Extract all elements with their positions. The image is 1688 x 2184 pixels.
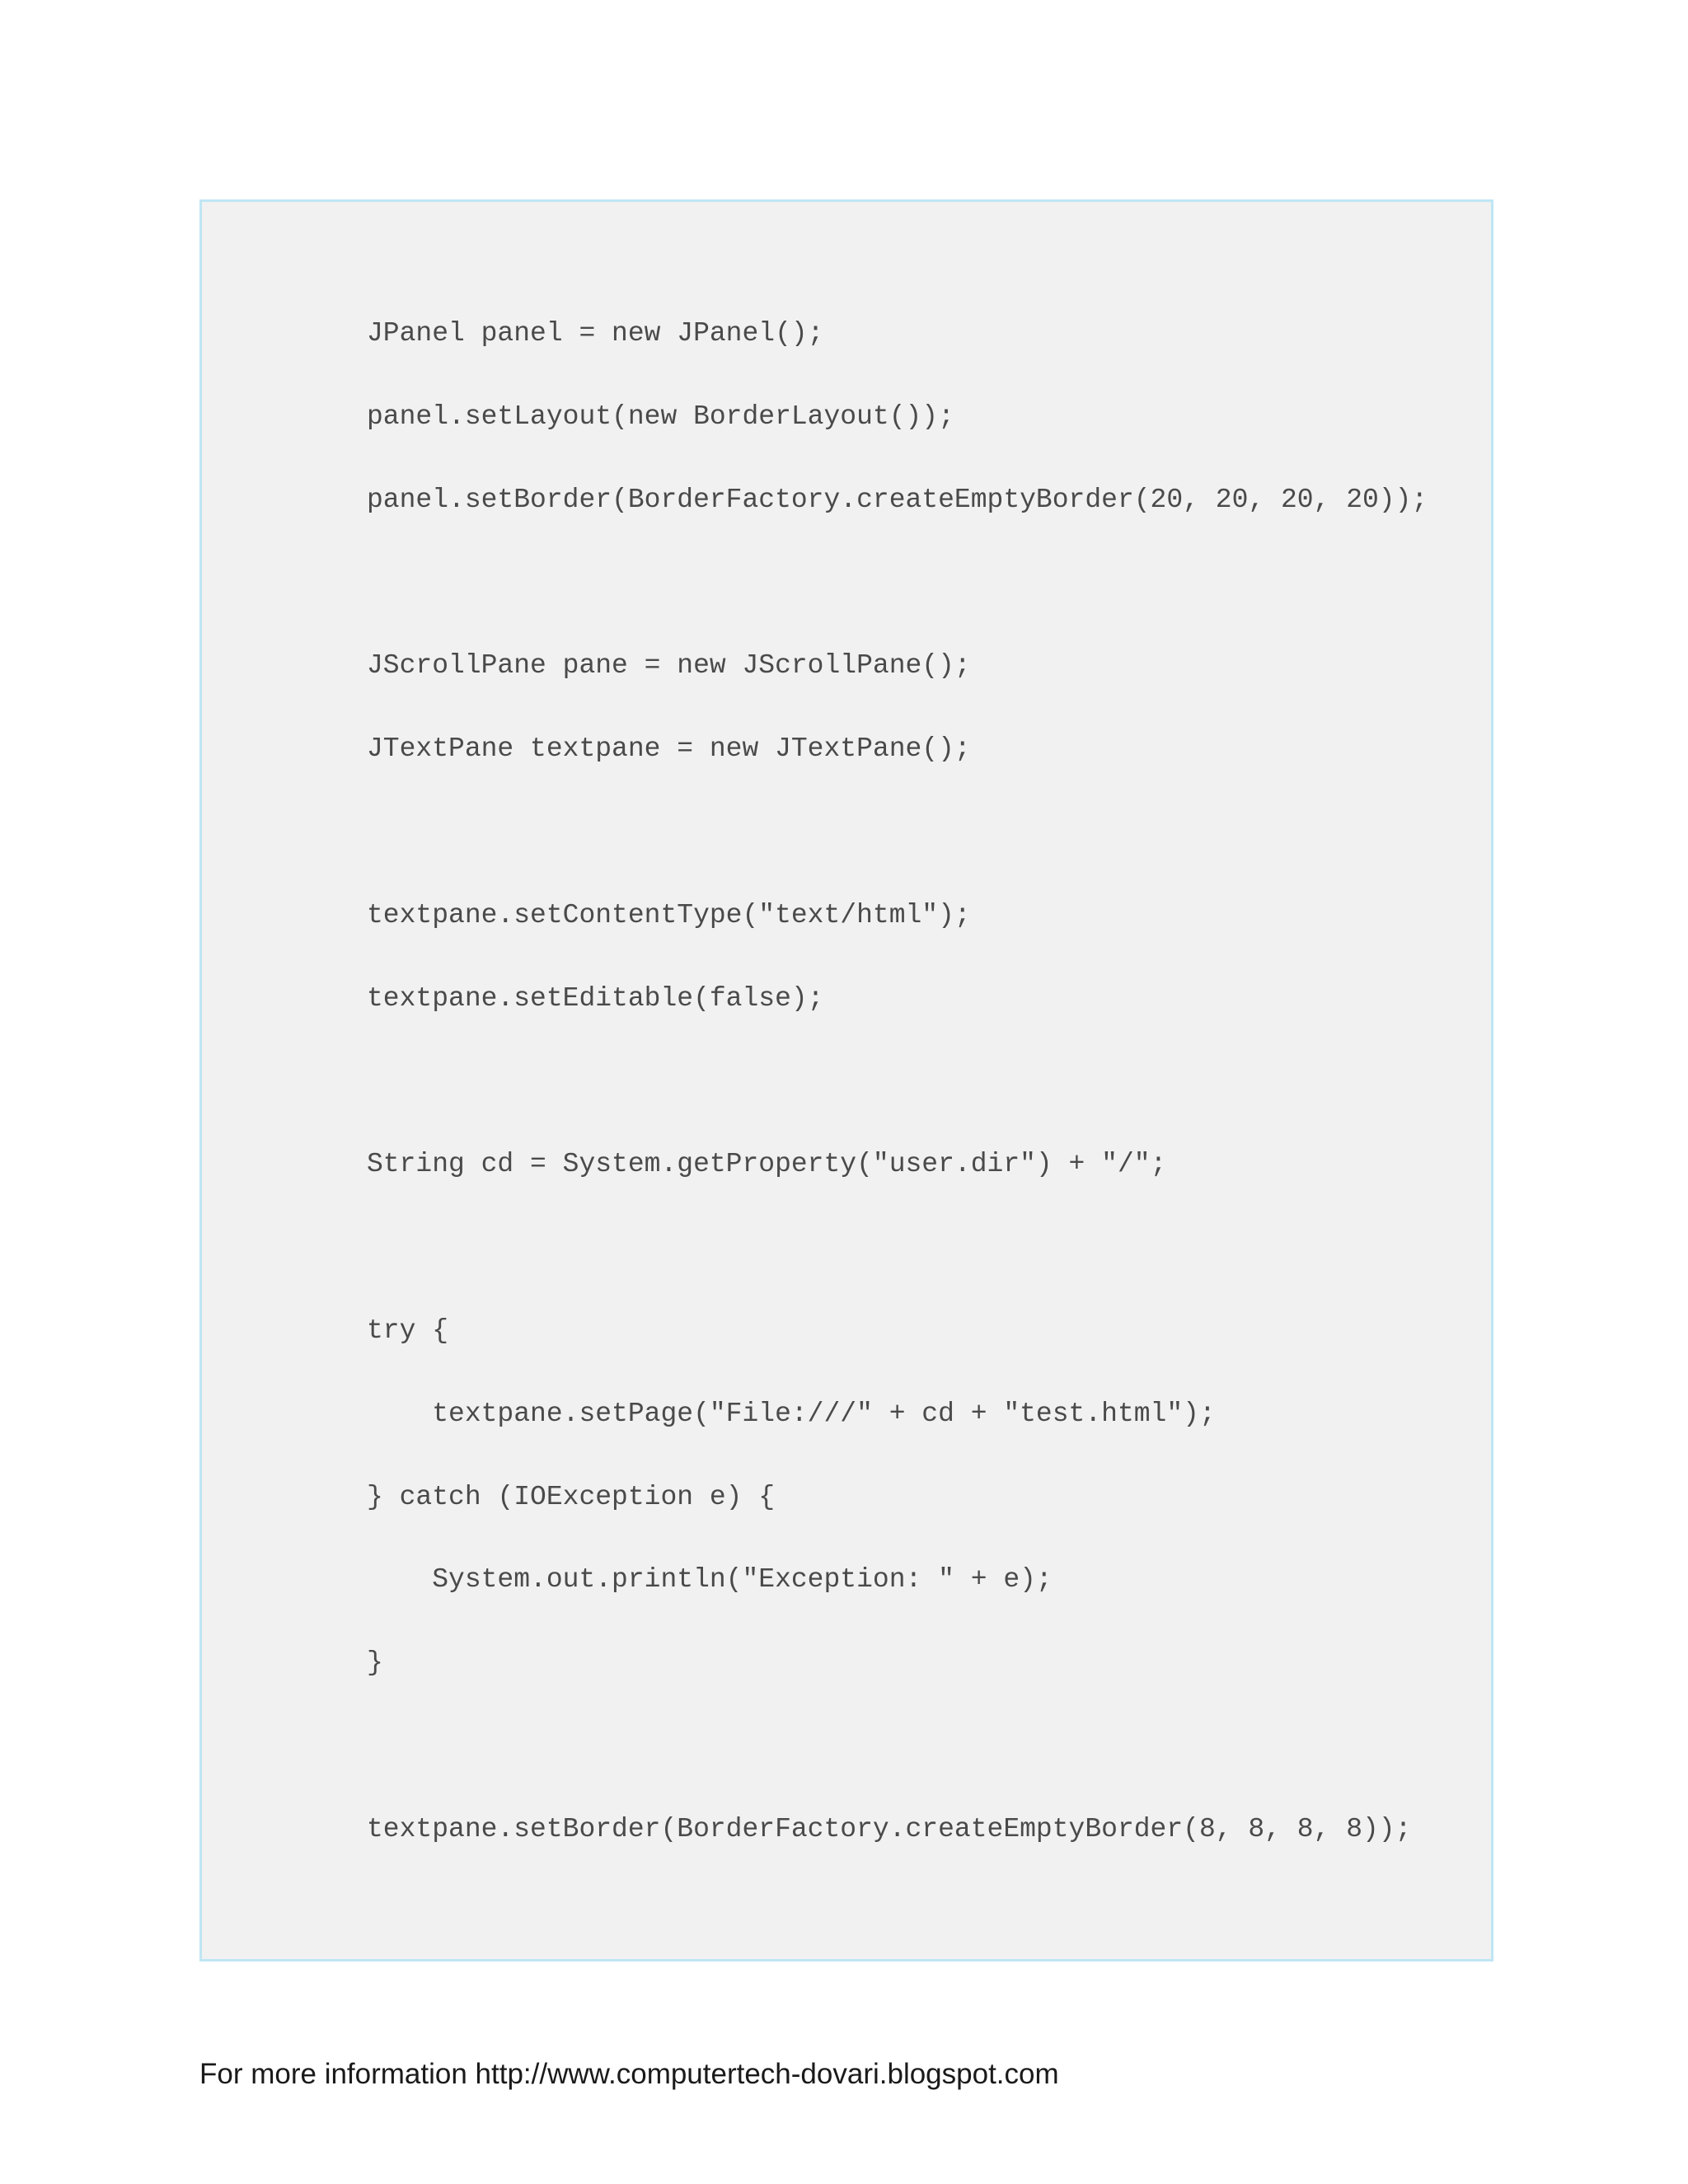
footer-note: For more information http://www.computertech-dovari.blogspot.com	[199, 2058, 1059, 2090]
code-line: panel.setLayout(new BorderLayout());	[367, 401, 954, 432]
code-line: panel.setBorder(BorderFactory.createEmptyBorder(20, 20, 20, 20));	[367, 485, 1428, 515]
code-line: }	[367, 1647, 383, 1678]
code-line: JPanel panel = new JPanel();	[367, 318, 824, 349]
code-line: try {	[367, 1315, 449, 1346]
code-line: JTextPane textpane = new JTextPane();	[367, 733, 971, 764]
code-line: String cd = System.getProperty("user.dir") + "/";	[367, 1149, 1167, 1179]
code-block	[199, 199, 1493, 1961]
code-line: textpane.setPage("File:///" + cd + "test.html");	[367, 1399, 1216, 1429]
code-line: } catch (IOException e) {	[367, 1482, 776, 1512]
code-line: textpane.setContentType("text/html");	[367, 900, 971, 930]
code-line: JScrollPane pane = new JScrollPane();	[367, 650, 971, 681]
code-line: textpane.setEditable(false);	[367, 983, 824, 1014]
code-line: textpane.setBorder(BorderFactory.createEmptyBorder(8, 8, 8, 8));	[367, 1814, 1412, 1844]
code-line: System.out.println("Exception: " + e);	[367, 1564, 1053, 1595]
